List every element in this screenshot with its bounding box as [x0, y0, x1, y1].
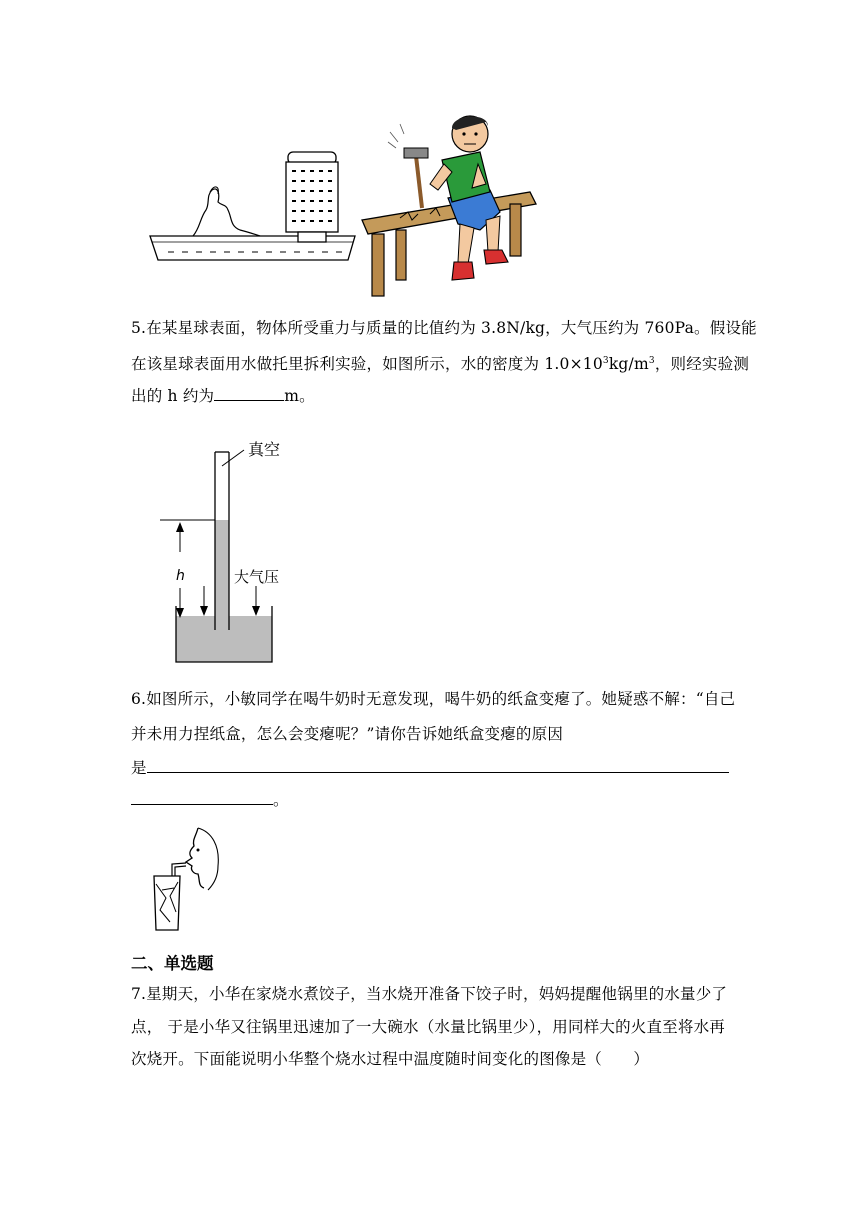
q6-answer-blank-2[interactable] — [131, 788, 273, 805]
q5-line-2 — [131, 352, 749, 374]
q5-line-3-pre: 出的 h 约为 — [131, 387, 215, 405]
q5-line-3 — [131, 384, 315, 406]
q6-answer-blank-1[interactable] — [147, 756, 729, 773]
q5-answer-blank[interactable] — [214, 384, 284, 401]
q5-exp-2: 3 — [648, 355, 655, 366]
section-heading: 二、单选题 — [131, 954, 214, 973]
q6-line-4 — [131, 788, 289, 810]
torricelli-diagram — [160, 436, 300, 666]
q5-line-1: 5.在某星球表面，物体所受重力与质量的比值约为 3.8N/kg，大气压约为 760Pa。假设能 — [131, 319, 757, 337]
q6-line-3 — [131, 756, 729, 778]
q6-line-1: 6.如图所示，小敏同学在喝牛奶时无意发现，喝牛奶的纸盒变瘪了。她疑惑不解：“自己 — [131, 690, 736, 708]
water-bottle-tray-figure — [148, 148, 358, 263]
q5-exp-1: 3 — [602, 355, 609, 366]
q6-line-3-pre: 是 — [131, 759, 147, 777]
q7-line-3: 次烧开。下面能说明小华整个烧水过程中温度随时间变化的图像是（ ） — [131, 1050, 650, 1068]
milk-carton-figure — [142, 826, 230, 938]
q5-line-3-post: m。 — [284, 387, 315, 405]
q6-line-2: 并未用力捏纸盒，怎么会变瘪呢？”请你告诉她纸盒变瘪的原因 — [131, 725, 564, 743]
h-label: h — [176, 568, 185, 584]
q7-line-1: 7.星期天，小华在家烧水煮饺子，当水烧开准备下饺子时，妈妈提醒他锅里的水量少了 — [131, 985, 728, 1003]
vacuum-label: 真空 — [248, 440, 281, 459]
q5-line-2-mid: kg/m — [608, 355, 649, 373]
q7-line-2: 点， 于是小华又往锅里迅速加了一大碗水（水量比锅里少），用同样大的火直至将水再 — [131, 1018, 725, 1036]
q6-line-4-post: 。 — [273, 791, 289, 809]
boy-hammer-bench-figure — [360, 112, 540, 300]
q5-line-2-post: ，则经实验测 — [654, 355, 750, 373]
pressure-label: 大气压 — [234, 568, 280, 586]
q5-line-2-pre: 在该星球表面用水做托里拆利实验，如图所示，水的密度为 1.0×10 — [131, 355, 603, 373]
